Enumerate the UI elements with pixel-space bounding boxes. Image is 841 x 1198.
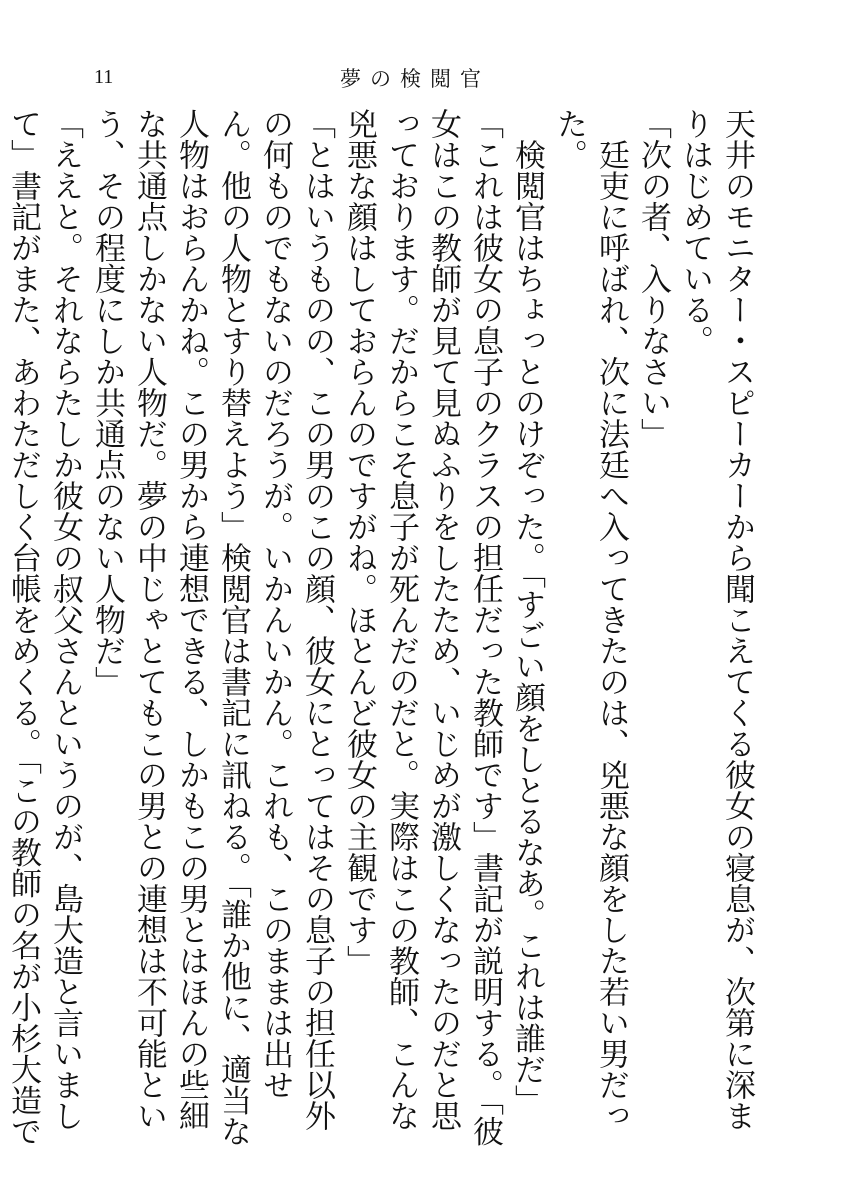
paragraph: 天井のモニター・スピーカーから聞こえてくる彼女の寝息が、次第に深まりはじめている。 [677,108,755,1131]
page-number: 11 [94,66,114,88]
running-title: 夢の検閲官 [340,67,490,91]
body-text [5,108,758,1148]
paragraph: 「次の者、入りなさい」 [635,108,671,449]
paragraph: 廷吏に呼ばれ、次に法廷へ入ってきたのは、兇悪な顔をした若い男だった。 [551,108,629,1131]
paragraph: 検閲官はちょっとのけぞった。「すごい顔をしとるなあ。これは誰だ」 [509,139,545,1116]
paragraph: 「とはいうものの、この男のこの顔、彼女にとってはその息子の担任以外の何ものでもないのだろうが。いかんいかん。これも、このままは出せん。他の人物とすり替えよう」検閲官は書記に訊ねる。「誰か他に、適当な人物はおらんかね。この男から連想できる、しかもこの男とはほんの些細な共通点しかない人物だ。夢の中じゃとてもこの男との連想は不可能という、その程度にしか共通点のない人物だ」 [89,108,335,1147]
paragraph: 「これは彼女の息子のクラスの担任だった教師です」書記が説明する。「彼女はこの教師が見て見ぬふりをしたため、いじめが激しくなったのだと思っております。だからこそ息子が死んだのだと。実際はこの教師、こんな兇悪な顔はしておらんのですがね。ほとんど彼女の主観です」 [341,108,503,1147]
paragraph: 「ええと。それならたしか彼女の叔父さんというのが、島大造と言いまして」書記がまた、あわただしく台帳をめくる。「この教師の名が小杉大造で [5,108,83,1147]
